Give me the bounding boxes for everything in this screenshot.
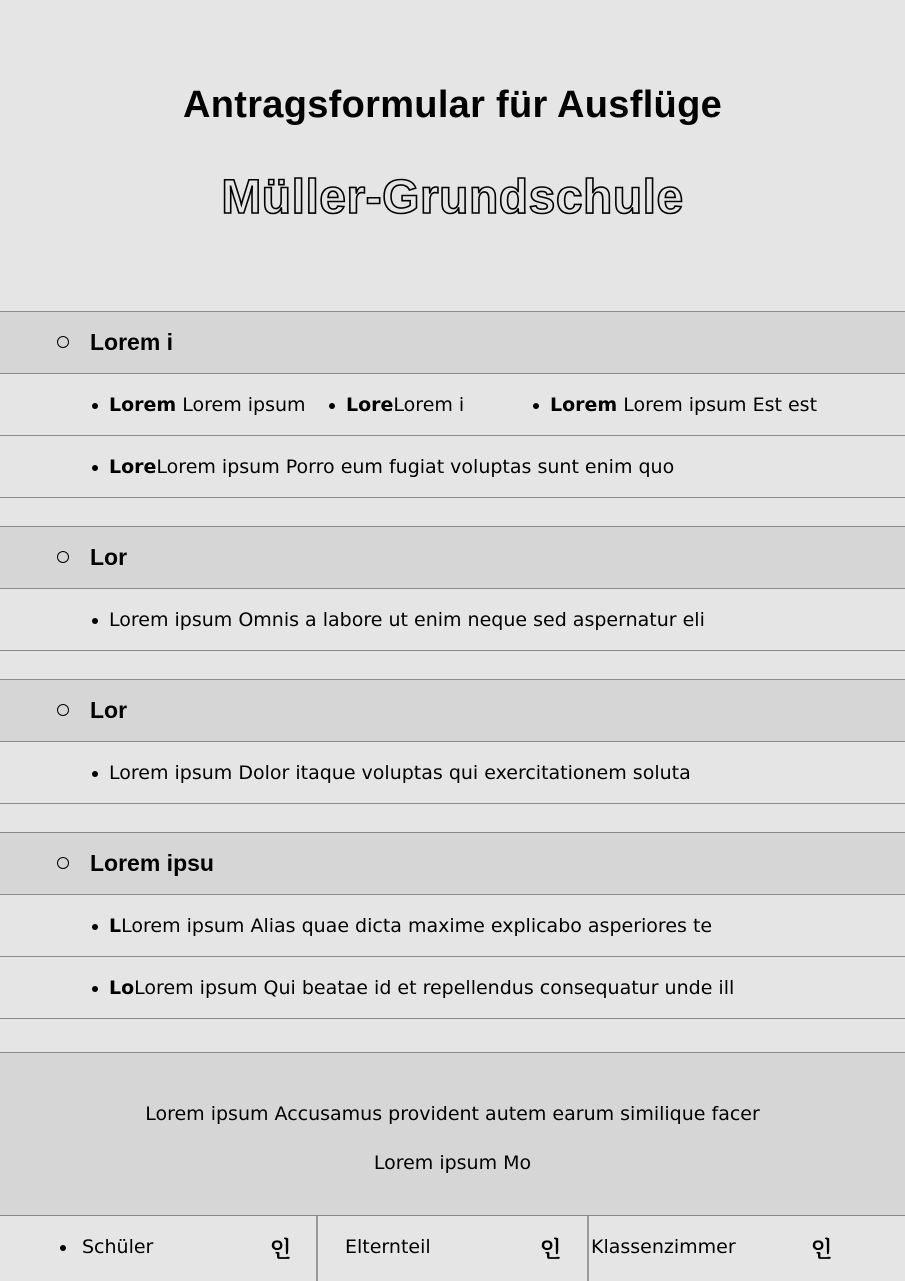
signature-classroom[interactable] — [589, 1216, 905, 1281]
signature-student[interactable] — [0, 1216, 317, 1281]
seal-mark: 인 — [540, 1238, 562, 1263]
list-item-text: Lorem ipsum Porro eum fugiat voluptas sunt enim quo — [156, 456, 675, 478]
list-item — [109, 609, 705, 631]
list-item-bold: Lo — [109, 977, 135, 999]
school-name: Müller-Grundschule — [221, 171, 684, 224]
section-heading-label: Lorem ipsu — [90, 850, 214, 876]
footer-line-1: Lorem ipsum Accusamus provident autem earum similique facer — [145, 1103, 760, 1125]
list-item-bold: L — [109, 915, 122, 937]
list-item — [346, 394, 464, 416]
form-title: Antragsformular für Ausflüge — [182, 84, 723, 126]
signature-bar — [0, 1215, 905, 1281]
list-item-text: Lorem ipsum Omnis a labore ut enim neque sed aspernatur eli — [109, 609, 705, 631]
sections-container — [0, 311, 905, 1019]
list-item-text: Lorem ipsum Alias quae dicta maxime explicabo asperiores te — [121, 915, 713, 937]
list-item-text: Lorem ipsum Qui beatae id et repellendus consequatur unde ill — [134, 977, 735, 999]
section-heading — [0, 679, 905, 742]
list-item-bold: Lorem — [550, 394, 618, 416]
section-gap — [0, 651, 905, 679]
section-gap — [0, 498, 905, 526]
list-item — [109, 977, 734, 999]
circle-bullet-icon — [57, 704, 69, 716]
list-item-text: Lorem ipsum Est est — [617, 394, 818, 416]
section-heading — [0, 526, 905, 589]
list-item — [109, 915, 712, 937]
list-row — [0, 374, 905, 436]
circle-bullet-icon — [57, 336, 69, 348]
seal-mark: 인 — [270, 1238, 292, 1263]
list-item — [109, 456, 674, 478]
list-row — [0, 742, 905, 804]
list-row — [0, 957, 905, 1019]
list-item — [109, 394, 306, 416]
list-item-bold: Lore — [346, 394, 394, 416]
section-heading-label: Lorem i — [90, 329, 174, 355]
header — [0, 0, 905, 311]
footer — [0, 1052, 905, 1216]
list-item-text: Lorem ipsum Dolor itaque voluptas qui exercitationem soluta — [109, 762, 691, 784]
section-heading — [0, 832, 905, 895]
list-item-text: Lorem i — [393, 394, 465, 416]
list-item-bold: Lore — [109, 456, 157, 478]
signature-label: Klassenzimmer — [591, 1236, 736, 1258]
section-heading-label: Lor — [90, 697, 128, 723]
list-item — [550, 394, 817, 416]
section-heading — [0, 311, 905, 374]
circle-bullet-icon — [57, 551, 69, 563]
signature-parent[interactable] — [318, 1216, 588, 1281]
list-row — [0, 436, 905, 498]
circle-bullet-icon — [57, 857, 69, 869]
signature-label: Elternteil — [345, 1236, 431, 1258]
list-row — [0, 895, 905, 957]
list-item — [109, 762, 691, 784]
list-row — [0, 589, 905, 651]
footer-line-2: Lorem ipsum Mo — [373, 1152, 532, 1174]
section-heading-label: Lor — [90, 544, 128, 570]
list-item-text: Lorem ipsum — [176, 394, 306, 416]
list-item-bold: Lorem — [109, 394, 177, 416]
section-gap — [0, 804, 905, 832]
seal-mark: 인 — [811, 1238, 833, 1263]
signature-label: Schüler — [82, 1236, 154, 1258]
